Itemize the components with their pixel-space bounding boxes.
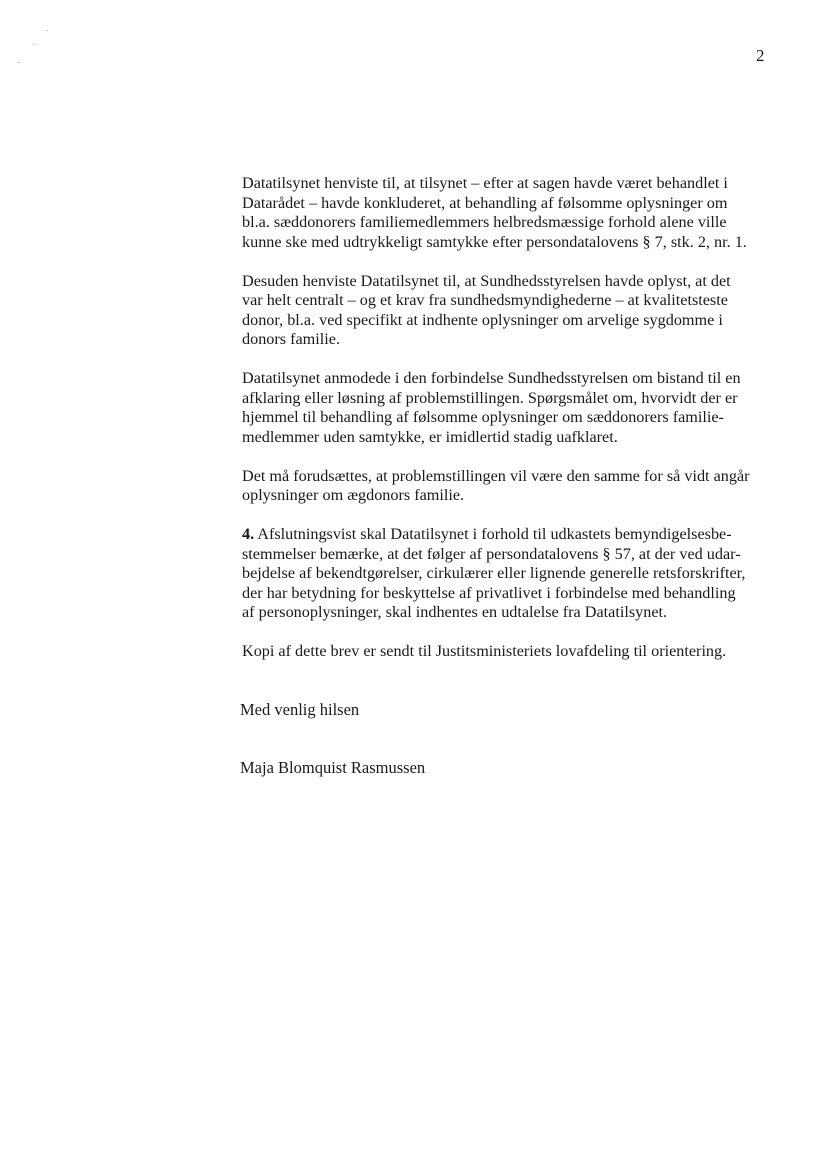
text-line: oplysninger om ægdonors familie. <box>242 486 465 504</box>
paragraph-section-4 <box>242 525 782 623</box>
text-line: Datatilsynet henviste til, at tilsynet – efter at sagen havde været behandlet i <box>242 174 728 192</box>
paragraph-datatilsynet-referral <box>242 174 782 252</box>
text-line: medlemmer uden samtykke, er imidlertid stadig uafklaret. <box>242 427 618 446</box>
text-line: af personoplysninger, skal indhentes en udtalelse fra Datatilsynet. <box>242 603 668 621</box>
text-line: Kopi af dette brev er sendt til Justitsministeriets lovafdeling til orientering. <box>242 642 727 660</box>
paragraph-request-assistance <box>242 369 782 447</box>
text-line: hjemmel til behandling af følsomme oplysninger om sæddonorers familie- <box>242 408 724 426</box>
text-line: stemmelser bemærke, at det følger af persondatalovens § 57, at der ved udar- <box>242 544 741 563</box>
text-line: der har betydning for beskyttelse af privatlivet i forbindelse med behandling <box>242 583 736 602</box>
text-line: donors familie. <box>242 330 341 348</box>
paragraph-egg-donor <box>242 467 782 506</box>
signature-name: Maja Blomquist Rasmussen <box>240 758 426 777</box>
letter-body <box>242 174 782 681</box>
text-line: bejdelse af bekendtgørelser, cirkulærer eller lignende generelle retsforskrifter, <box>242 564 746 582</box>
text-line: afklaring eller løsning af problemstillingen. Spørgsmålet om, hvorvidt der er <box>242 388 738 407</box>
text-line: var helt centralt – og et krav fra sundhedsmyndighederne – at kvalitetsteste <box>242 291 728 309</box>
text-line <box>242 525 782 545</box>
paragraph-sundhedsstyrelsen <box>242 272 782 350</box>
scan-speck <box>46 30 48 31</box>
section-number: 4. <box>242 525 255 543</box>
text-line: kunne ske med udtrykkeligt samtykke efter persondatalovens § 7, stk. 2, nr. 1. <box>242 232 747 251</box>
closing-greeting: Med venlig hilsen <box>240 700 360 719</box>
page-number: 2 <box>756 46 765 65</box>
text-line: donor, bl.a. ved specifikt at indhente oplysninger om arvelige sygdomme i <box>242 310 723 329</box>
scan-speck <box>18 62 20 63</box>
text-line: Datatilsynet anmodede i den forbindelse Sundhedsstyrelsen om bistand til en <box>242 369 741 387</box>
text-line: Desuden henviste Datatilsynet til, at Sundhedsstyrelsen havde oplyst, at det <box>242 271 731 290</box>
text-line: Datarådet – havde konkluderet, at behandling af følsomme oplysninger om <box>242 193 728 212</box>
scan-speck <box>33 44 35 45</box>
text-line: bl.a. sæddonorers familiemedlemmers helbredsmæssige forhold alene ville <box>242 213 727 231</box>
paragraph-copy-note <box>242 642 782 662</box>
text-segment: Afslutningsvist skal Datatilsynet i forhold til udkastets bemyndigelsesbe- <box>254 525 732 543</box>
text-line: Det må forudsættes, at problemstillingen vil være den samme for så vidt angår <box>242 466 750 485</box>
